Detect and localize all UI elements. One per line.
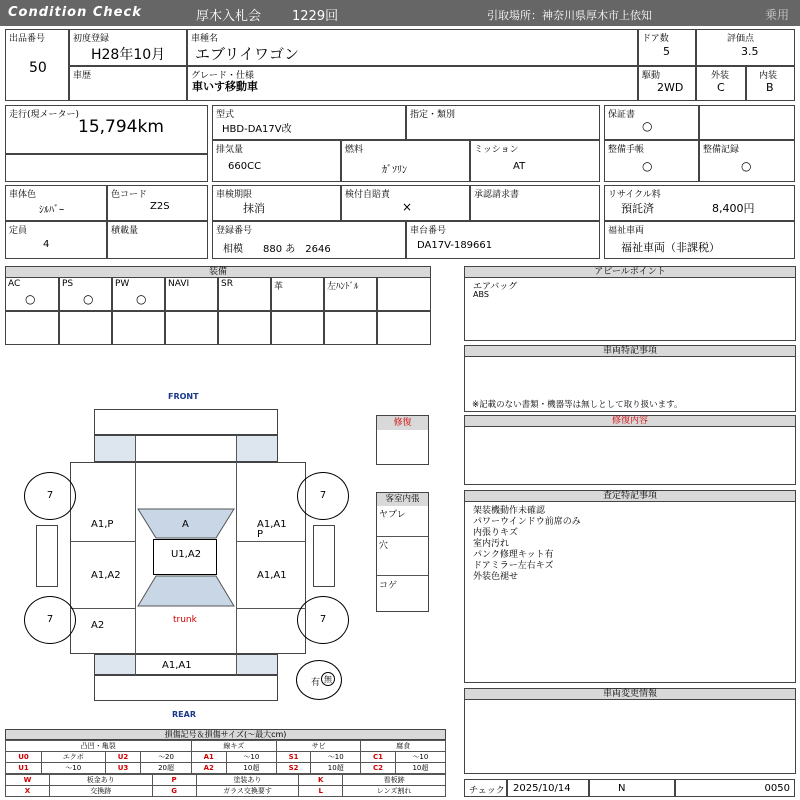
equip-cell-blank8 — [324, 311, 377, 345]
score-value: 3.5 — [741, 45, 759, 58]
check-flag-box — [589, 779, 675, 797]
color-code-value: Z2S — [150, 201, 170, 212]
capacity-value: 4 — [43, 239, 50, 250]
legend-desc: 塗装あり — [196, 775, 299, 786]
lot-box — [5, 29, 69, 101]
designation-label: 指定・類別 — [410, 110, 456, 120]
repair-content-title: 修復内容 — [611, 416, 648, 426]
auction-name: 厚木入札会 — [196, 9, 262, 24]
body-right-edge — [236, 462, 237, 654]
grade-value: 車いす移動車 — [192, 80, 258, 93]
legend-desc: ガラス交換要す — [196, 786, 299, 797]
trunk-label: trunk — [173, 615, 197, 625]
warranty-extra-box — [699, 105, 795, 140]
reg-no-value: 相模 880 あ 2646 — [223, 244, 331, 255]
mileage-box — [5, 105, 208, 154]
insurance-value: × — [402, 200, 413, 214]
tire-rear-left-depth: 7 — [46, 614, 54, 625]
repair-flag-title: 修復 — [393, 418, 412, 428]
legend-desc: レンズ割れ — [343, 786, 446, 797]
manual-box — [604, 140, 699, 182]
legend-col-scratch: 線キズ — [191, 741, 276, 752]
displacement-box — [212, 140, 341, 182]
legend-code: A2 — [191, 763, 226, 774]
equip-cell-blank7 — [271, 311, 324, 345]
equip-cell-pw — [112, 277, 165, 311]
mileage-label: 走行(現メーター) — [9, 110, 80, 120]
legend-col-corrosion: 腐食 — [361, 741, 446, 752]
rear-glass — [136, 574, 236, 608]
warranty-label: 保証書 — [608, 110, 636, 120]
pickup-location: 引取場所：神奈川県厚木市上依知 — [487, 9, 652, 22]
lot-label: 出品番号 — [9, 34, 46, 44]
legend-code: A1 — [191, 752, 226, 763]
equip-value-pw: ○ — [136, 292, 147, 306]
equip-cell-blank3 — [59, 311, 112, 345]
fuel-label: 燃料 — [345, 145, 364, 155]
recycle-box — [604, 185, 795, 221]
record-box — [699, 140, 795, 182]
check-date-box — [507, 779, 589, 797]
type-box — [212, 105, 406, 140]
equip-cell-blank6 — [218, 311, 271, 345]
legend-desc: 〜20 — [141, 752, 191, 763]
equip-cell-navi — [165, 277, 218, 311]
grade-box — [187, 66, 638, 101]
designation-box — [406, 105, 600, 140]
note-line-1: 架装機動作未確認 — [473, 506, 546, 516]
equip-value-ps: ○ — [83, 292, 94, 306]
check-flag: N — [618, 783, 626, 794]
score-box — [696, 29, 795, 66]
equip-cell-ps — [59, 277, 112, 311]
drive-label: 駆動 — [642, 71, 661, 81]
equip-cell-lhd — [324, 277, 377, 311]
mark-roof: U1,A2 — [171, 549, 202, 560]
front-hood — [94, 435, 278, 462]
tire-front-left — [24, 472, 76, 520]
legend-desc: 板金あり — [49, 775, 152, 786]
body-left-split-2 — [70, 608, 135, 609]
capacity-box — [5, 221, 107, 259]
equip-label-ps: PS — [62, 279, 74, 289]
legend-code: S2 — [276, 763, 310, 774]
legend-desc: 〜10 — [41, 763, 105, 774]
interior-label: 内装 — [759, 71, 778, 81]
legend-code: G — [152, 786, 196, 797]
welfare-value: 福祉車両（非課税） — [621, 241, 720, 254]
tire-rear-right — [297, 596, 349, 644]
mark-right-front-p: P — [257, 529, 264, 540]
recycle-amount: 8,400円 — [712, 202, 755, 215]
approval-label: 承認請求書 — [474, 190, 520, 200]
right-side-panel — [313, 525, 335, 587]
recycle-label: リサイクル料 — [608, 190, 661, 200]
legend-code: U3 — [105, 763, 141, 774]
check-number-box — [675, 779, 795, 797]
mark-left-mid: A1,A2 — [91, 570, 121, 581]
record-label: 整備記録 — [703, 145, 740, 155]
check-label: チェック — [469, 786, 505, 796]
cabin-box — [376, 492, 429, 612]
fuel-value: ｶﾞｿﾘﾝ — [382, 165, 407, 176]
legend-desc: 〜10 — [311, 752, 361, 763]
appeal-box — [464, 277, 796, 341]
special-note: ※記載のない書類・機器等は無しとして取り扱います。 — [472, 400, 683, 410]
body-left-edge — [135, 462, 136, 654]
note-line-3: 内張りキズ — [473, 528, 518, 538]
color-label: 車体色 — [9, 190, 37, 200]
warranty-value: ○ — [642, 119, 653, 133]
mark-rear-bumper: A1,A1 — [162, 660, 192, 671]
doors-value: 5 — [663, 45, 670, 58]
welfare-box — [604, 221, 795, 259]
appeal-line-1: エアバッグ — [473, 282, 518, 292]
front-bumper — [94, 409, 278, 435]
mission-value: AT — [513, 161, 526, 172]
insurance-label: 検付自賠責 — [345, 190, 391, 200]
model-value: エブリイワゴン — [195, 45, 299, 63]
mileage-value: 15,794km — [78, 117, 164, 137]
equip-cell-blank4 — [112, 311, 165, 345]
tire-front-left-depth: 7 — [46, 490, 54, 501]
legend-code: K — [299, 775, 343, 786]
mark-left-front: A1,P — [91, 519, 114, 530]
displacement-label: 排気量 — [216, 145, 244, 155]
rear-divider-right — [236, 655, 237, 675]
check-date: 2025/10/14 — [513, 783, 571, 794]
legend-desc: 〜10 — [395, 752, 445, 763]
front-label: FRONT — [168, 392, 199, 401]
legend-desc: 交換跡 — [49, 786, 152, 797]
model-box — [187, 29, 638, 66]
mark-right-front: A1,A1 — [257, 519, 287, 530]
first-reg-label: 初度登録 — [73, 34, 110, 44]
manual-value: ○ — [642, 159, 653, 173]
reg-no-box — [212, 221, 406, 259]
category: 乗用 — [765, 8, 790, 22]
legend-code: C1 — [361, 752, 395, 763]
body-left-split-1 — [70, 541, 135, 542]
legend-code: X — [6, 786, 50, 797]
legend-code: U2 — [105, 752, 141, 763]
rear-divider-left — [135, 655, 136, 675]
reg-no-label: 登録番号 — [216, 226, 253, 236]
mission-box — [470, 140, 600, 182]
load-box — [107, 221, 208, 259]
exterior-label: 外装 — [711, 71, 730, 81]
inspection-notes-box — [464, 501, 796, 683]
appeal-line-2: ABS — [473, 290, 489, 299]
color-code-box — [107, 185, 208, 221]
equip-cell-ac — [5, 277, 59, 311]
mark-left-rear: A2 — [91, 620, 105, 631]
repair-content-box — [464, 426, 796, 485]
type-value: HBD-DA17V改 — [222, 124, 292, 135]
inspection-notes-header: 査定特記事項 — [464, 490, 796, 502]
exterior-box — [696, 66, 746, 101]
legend-table-2 — [5, 774, 446, 797]
manual-label: 整備手帳 — [608, 145, 645, 155]
equip-cell-leather — [271, 277, 324, 311]
drive-box — [638, 66, 696, 101]
left-side-panel — [36, 525, 58, 587]
interior-value: B — [766, 81, 774, 94]
tire-rear-right-depth: 7 — [319, 614, 327, 625]
legend-code: W — [6, 775, 50, 786]
chassis-value: DA17V-189661 — [417, 240, 493, 251]
chassis-label: 車台番号 — [410, 226, 447, 236]
rear-left-corner — [95, 655, 135, 674]
note-line-5: パンク修理キット有 — [473, 550, 554, 560]
doors-box — [638, 29, 696, 66]
header-bar — [0, 0, 800, 26]
color-value: ｼﾙﾊﾞｰ — [39, 205, 64, 216]
inspection-box — [212, 185, 341, 221]
lot-number: 50 — [29, 60, 47, 76]
warranty-box — [604, 105, 699, 140]
legend-col-dent: 凸凹・亀裂 — [6, 741, 192, 752]
displacement-value: 660CC — [228, 161, 262, 172]
legend-desc: 〜10 — [226, 752, 276, 763]
note-line-4: 室内汚れ — [473, 539, 510, 549]
first-reg-value: H28年10月 — [91, 47, 166, 63]
equip-label-sr: SR — [221, 279, 233, 289]
legend-desc: 看板跡 — [343, 775, 446, 786]
equip-cell-sr — [218, 277, 271, 311]
chassis-box — [406, 221, 600, 259]
tire-front-right-depth: 7 — [319, 490, 327, 501]
page-title: Condition Check — [8, 5, 142, 20]
mark-right-mid: A1,A1 — [257, 570, 287, 581]
legend-code: C2 — [361, 763, 395, 774]
recycle-status: 預託済 — [621, 202, 654, 215]
exterior-value: C — [717, 81, 725, 94]
legend-code: P — [152, 775, 196, 786]
equipment-header: 装備 — [5, 266, 431, 278]
note-line-7: 外装色褪せ — [473, 572, 519, 582]
cabin-item-1: ヤブレ — [379, 510, 406, 520]
rear-right-corner — [237, 655, 277, 674]
capacity-label: 定員 — [9, 226, 28, 236]
legend-desc: 10超 — [226, 763, 276, 774]
spare-tire — [296, 660, 342, 700]
body-right-split-1 — [236, 541, 306, 542]
mark-windshield: A — [182, 519, 189, 530]
equip-label-lhd: 左ﾊﾝﾄﾞﾙ — [327, 282, 359, 292]
interior-box — [746, 66, 795, 101]
equip-cell-blank1 — [377, 277, 431, 311]
equip-label-navi: NAVI — [168, 279, 190, 289]
history-box — [69, 66, 187, 101]
legend-desc: 20超 — [141, 763, 191, 774]
legend-code: U0 — [6, 752, 42, 763]
special-header: 車両特記事項 — [464, 345, 796, 357]
change-info-header: 車両変更情報 — [464, 688, 796, 700]
legend-table — [5, 740, 446, 774]
drive-value: 2WD — [657, 81, 684, 94]
score-label: 評価点 — [727, 34, 755, 44]
special-box — [464, 356, 796, 412]
cabin-divider-1 — [377, 536, 428, 537]
body-right-split-2 — [236, 608, 306, 609]
hood-divider-right — [236, 436, 237, 462]
change-info-box — [464, 699, 796, 774]
car-diagram — [0, 388, 440, 723]
color-code-label: 色コード — [111, 190, 148, 200]
inspection-label: 車検期限 — [216, 190, 253, 200]
equip-label-pw: PW — [115, 279, 130, 289]
rear-lower — [94, 675, 278, 701]
note-line-2: パワーウインドウ前席のみ — [473, 517, 581, 527]
hood-divider-left — [135, 436, 136, 462]
cabin-item-2: 穴 — [379, 541, 389, 551]
spare-label: 有 — [311, 678, 321, 688]
record-value: ○ — [741, 159, 752, 173]
legend-col-rust: サビ — [276, 741, 360, 752]
welfare-label: 福祉車両 — [608, 226, 645, 236]
load-label: 積載量 — [111, 226, 139, 236]
spare-mark: 無 — [321, 672, 335, 686]
tire-front-right — [297, 472, 349, 520]
legend-desc: エクボ — [41, 752, 105, 763]
equip-cell-blank5 — [165, 311, 218, 345]
doors-label: ドア数 — [642, 34, 669, 44]
legend-desc: 10超 — [395, 763, 445, 774]
tire-rear-left — [24, 596, 76, 644]
equip-label-ac: AC — [8, 279, 21, 289]
equipment-grid — [5, 277, 431, 345]
session-number: 1229回 — [292, 9, 339, 24]
cabin-divider-2 — [377, 575, 428, 576]
mileage-extra-box — [5, 154, 208, 182]
rear-label: REAR — [172, 710, 196, 719]
equip-label-leather: 革 — [274, 282, 284, 292]
inspection-value: 抹消 — [243, 202, 265, 215]
legend-code: U1 — [6, 763, 42, 774]
mission-label: ミッション — [474, 145, 519, 155]
type-label: 型式 — [216, 110, 235, 120]
check-label-box — [464, 779, 507, 797]
equip-cell-blank9 — [377, 311, 431, 345]
cabin-header: 客室内張 — [377, 493, 428, 506]
legend-desc: 10超 — [311, 763, 361, 774]
first-reg-box — [69, 29, 187, 66]
appeal-header: アピールポイント — [464, 266, 796, 278]
check-number: 0050 — [764, 783, 790, 794]
insurance-box — [341, 185, 470, 221]
legend-code: S1 — [276, 752, 310, 763]
history-label: 車歴 — [73, 71, 92, 81]
cabin-item-3: コゲ — [379, 581, 398, 591]
equip-value-ac: ○ — [25, 292, 36, 306]
fuel-box — [341, 140, 470, 182]
note-line-6: ドアミラー左右キズ — [473, 561, 554, 571]
color-box — [5, 185, 107, 221]
repair-flag-header — [377, 416, 428, 430]
grade-label: グレード・仕様 — [191, 71, 255, 81]
model-label: 車種名 — [191, 34, 219, 44]
legend-header: 損傷記号＆損傷サイズ(〜最大cm) — [5, 729, 446, 740]
approval-box — [470, 185, 600, 221]
equip-cell-blank2 — [5, 311, 59, 345]
repair-flag-box — [376, 415, 429, 465]
legend-code: L — [299, 786, 343, 797]
